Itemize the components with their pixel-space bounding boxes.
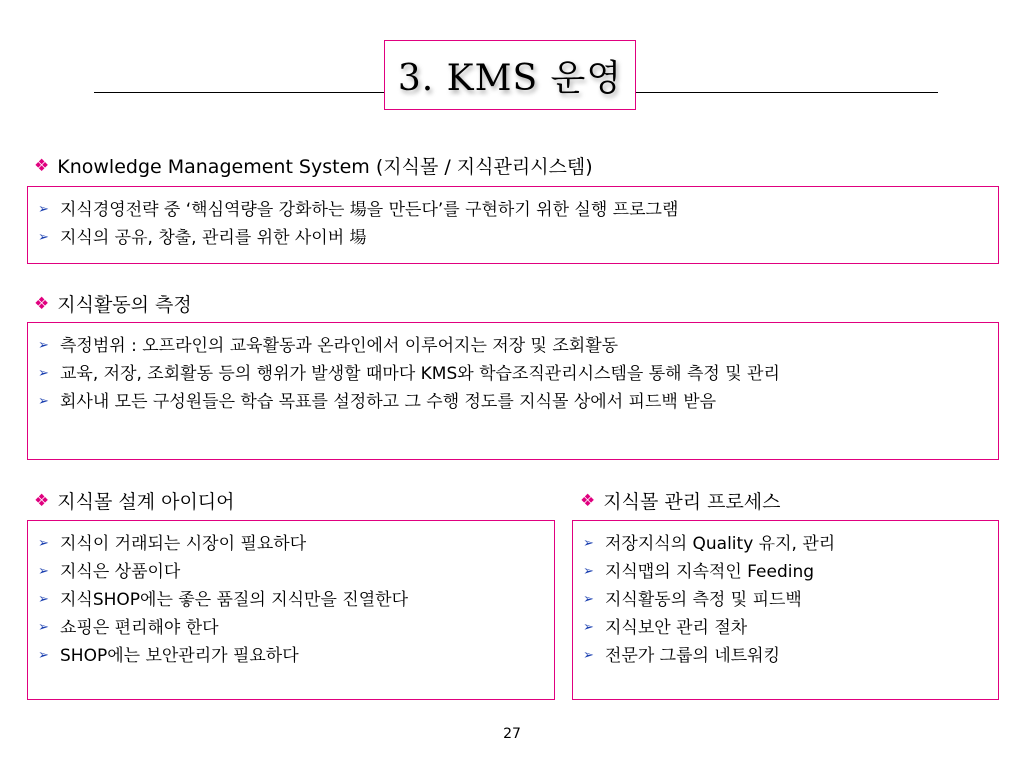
diamond-bullet-icon: ❖ xyxy=(34,490,50,511)
kms-heading-text: Knowledge Management System (지식몰 / 지식관리시스템) xyxy=(57,156,593,178)
list-item: ➢ 지식은 상품이다 xyxy=(38,558,544,586)
arrow-bullet-icon: ➢ xyxy=(38,536,49,551)
arrow-bullet-icon: ➢ xyxy=(583,648,594,663)
arrow-bullet-icon: ➢ xyxy=(583,536,594,551)
list-item: ➢ 지식의 공유, 창출, 관리를 위한 사이버 場 xyxy=(38,224,988,252)
design-list xyxy=(38,530,544,670)
diamond-bullet-icon: ❖ xyxy=(34,155,50,176)
process-list xyxy=(583,530,988,670)
design-panel xyxy=(27,520,555,700)
list-item: ➢ 저장지식의 Quality 유지, 관리 xyxy=(583,530,988,558)
list-item: ➢ 전문가 그룹의 네트워킹 xyxy=(583,642,988,670)
arrow-bullet-icon: ➢ xyxy=(38,620,49,635)
title-box xyxy=(384,40,636,110)
arrow-bullet-icon: ➢ xyxy=(38,230,49,245)
kms-panel xyxy=(27,186,999,264)
list-item: ➢ 회사내 모든 구성원들은 학습 목표를 설정하고 그 수행 정도를 지식몰 상에서 피드백 받음 xyxy=(38,388,988,416)
arrow-bullet-icon: ➢ xyxy=(583,564,594,579)
process-panel xyxy=(572,520,999,700)
process-heading-text: 지식몰 관리 프로세스 xyxy=(603,491,781,513)
arrow-bullet-icon: ➢ xyxy=(38,648,49,663)
arrow-bullet-icon: ➢ xyxy=(583,620,594,635)
arrow-bullet-icon: ➢ xyxy=(38,592,49,607)
process-heading xyxy=(580,487,781,514)
arrow-bullet-icon: ➢ xyxy=(38,394,49,409)
diamond-bullet-icon: ❖ xyxy=(580,490,596,511)
list-item: ➢ 지식활동의 측정 및 피드백 xyxy=(583,586,988,614)
title-rule-left xyxy=(94,92,384,93)
arrow-bullet-icon: ➢ xyxy=(38,202,49,217)
list-item: ➢ 지식맵의 지속적인 Feeding xyxy=(583,558,988,586)
measurement-heading-text: 지식활동의 측정 xyxy=(57,294,192,316)
list-item: ➢ 교육, 저장, 조회활동 등의 행위가 발생할 때마다 KMS와 학습조직관리시스템을 통해 측정 및 관리 xyxy=(38,360,988,388)
arrow-bullet-icon: ➢ xyxy=(38,366,49,381)
diamond-bullet-icon: ❖ xyxy=(34,293,50,314)
list-item: ➢ 측정범위 : 오프라인의 교육활동과 온라인에서 이루어지는 저장 및 조회활동 xyxy=(38,332,988,360)
measurement-list xyxy=(38,332,988,416)
list-item: ➢ 지식SHOP에는 좋은 품질의 지식만을 진열한다 xyxy=(38,586,544,614)
list-item: ➢ 지식이 거래되는 시장이 필요하다 xyxy=(38,530,544,558)
page-number: 27 xyxy=(503,726,521,742)
title-rule-right xyxy=(636,92,938,93)
kms-list xyxy=(38,196,988,252)
arrow-bullet-icon: ➢ xyxy=(38,338,49,353)
list-item: ➢ SHOP에는 보안관리가 필요하다 xyxy=(38,642,544,670)
measurement-heading xyxy=(34,290,192,317)
list-item: ➢ 지식보안 관리 절차 xyxy=(583,614,988,642)
kms-heading xyxy=(34,152,593,179)
list-item: ➢ 쇼핑은 편리해야 한다 xyxy=(38,614,544,642)
measurement-panel xyxy=(27,322,999,460)
arrow-bullet-icon: ➢ xyxy=(38,564,49,579)
design-heading xyxy=(34,487,235,514)
design-heading-text: 지식몰 설계 아이디어 xyxy=(57,491,235,513)
list-item: ➢ 지식경영전략 중 ‘핵심역량을 강화하는 場을 만든다’를 구현하기 위한 실행 프로그램 xyxy=(38,196,988,224)
arrow-bullet-icon: ➢ xyxy=(583,592,594,607)
page-title: 3. KMS 운영 xyxy=(397,57,623,99)
